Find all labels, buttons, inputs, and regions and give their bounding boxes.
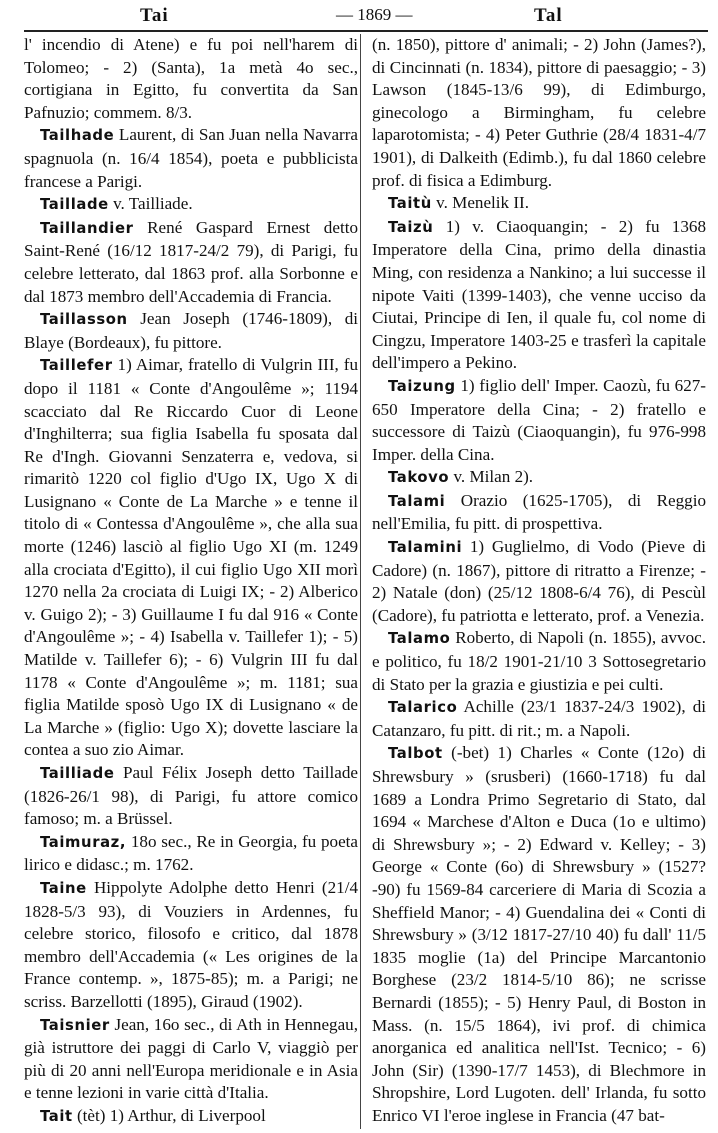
entry-text: Achille (23/1 1837-24/3 1902), di Catanzaro, fu pitt. di rit.; m. a Napoli. [372,697,706,740]
left-column [24,34,358,1129]
entry-text: (n. 1850), pittore d' animali; - 2) John (James?), di Cincinnati (n. 1834), pittore di paesaggio; - 3) Lawson (1845-13/6 99), di Edimburgo, ginecologo a Birmingham, fu celebre laparotomista; - 4) Peter Guthrie (28/4 1831-4/7 1901), di Dalkeith (Edimb.), fu dal 1860 celebre prof. di fisica a Edimburg. [372,35,706,190]
dictionary-entry [372,375,706,466]
dictionary-entry [24,354,358,762]
entry-headword: Taillasson [40,311,128,329]
entry-text: René Gaspard Ernest detto Saint-René (16/12 1817-24/2 79), di Parigi, fu celebre letterato, dal 1863 prof. alla Sorbonne e dal 1873 membro dell'Accademia di Francia. [24,217,358,306]
dictionary-entry [24,762,358,831]
dictionary-entry [24,1105,358,1129]
entry-text: 18o sec., Re in Georgia, fu poeta lirico e didasc.; m. 1762. [24,831,358,875]
entry-headword: Tait [40,1107,73,1125]
entry-text: Paul Félix Joseph detto Taillade (1826-26/1 98), di Parigi, fu attore comico famoso; m. a Brüssel. [24,763,358,829]
entry-text: (-bet) 1) Charles « Conte (12o) di Shrewsbury » (srusberi) (1660-1718) fu dal 1689 a Londra Primo Segretario di Stato, dal 1694 « Marchese d'Alton e Duca (1o e ultimo) di Shrewsbury »; - 2) Edward v. Kelley; - 3) George « Conte (6o) di Shrewsbury » (1527?-90) fu 1569-84 carceriere di Maria di Scozia a Sheffield Manor; - 4) Guendalina dei « Conti di Shrewsbury » (3/12 1817-27/10 40) fu dall' 11/5 1835 moglie (1a) del Principe Marcantonio Borghese (23/2 1814-5/10 86); ne scrisse Bernardi (1855); - 5) Henry Paul, di Boston in Mass. (n. 15/5 1864), ivi prof. di chimica anorganica ed analitica nell'Ist. Tecnico; - 6) John (Sir) (1390-17/7 1453), di Blechmore in Shropshire, Lord Lugoten. dell' Irlanda, fu sotto Enrico VI l'eroe inglese in Francia (47 bat- [372,743,706,1125]
entry-text: 1) v. Ciaoquangin; - 2) fu 1368 Imperatore della Cina, primo della dinastia Ming, con residenza a Nankino; a lui successe il nipote Vaiti (1399-1403), che venne ucciso da Ciutai, Principe di Ien, il quale fu, col nome di Cingzu, Imperatore 1403-25 e trasferì la capitale dell'impero a Pekino. [372,216,706,373]
entry-text: Laurent, di San Juan nella Navarra spagnuola (n. 16/4 1854), poeta e pubblicista francese a Parigi. [24,125,358,191]
dictionary-entry [24,1014,358,1105]
entry-headword: Taizung [388,377,456,395]
entry-headword: Taimuraz, [40,833,127,851]
entry-headword: Tailliade [40,765,115,782]
entry-text: Jean, 16o sec., di Ath in Hennegau, già istruttore dei paggi di Carlo V, viaggiò per più di 20 anni nell'Europa meridionale e in Asia e tenne lezioni in varie città d'Italia. [24,1014,358,1103]
entry-text: 1) figlio dell' Imper. Caozù, fu 627-650 Imperatore della Cina; - 2) fratello e successore di Taizù (Ciaoquangin), fu 976-998 Imper. della Cina. [372,375,706,464]
header-rule [24,30,708,32]
dictionary-entry [24,193,358,217]
dictionary-entry [372,216,706,375]
entry-headword: Talarico [388,699,458,717]
entry-headword: Talami [388,492,446,510]
entry-text: 1) Aimar, fratello di Vulgrin III, fu dopo il 1181 « Conte d'Angoulême »; 1194 scacciato dal Re Riccardo Cuor di Leone d'Inghilterra; sua figlia Isabella fu sposata dal Re d'Ingh. Giovanni Senzaterra e, vedova, si rimaritò 1220 col figlio d'Ugo IX, Ugo X di Lusignano « Conte de La Marche » e tenne il titolo di « Contessa d'Angoulême », che alla sua morte (1246) lasciò al figlio Ugo XI (m. 1249 alla crociata d'Egitto), il cui figlio Ugo XII morì 1270 nella 2a crociata di Luigi IX; - 2) Alberico v. Guigo 2); - 3) Guillaume I fu dal 916 « Conte d'Angoulême »; - 4) Isabella v. Taillefer 1); - 5) Matilde v. Taillefer 6); - 6) Vulgrin III fu dal 1178 « Conte d'Angoulême »; m. 1181; sua figlia Matilde sposò Ugo IX di Lusignano « de La Marche » (figlio: Ugo X); dovette lasciare la contea a suo zio Aimar. [24,355,358,760]
dictionary-entry [372,627,706,696]
entry-headword: Takovo [388,469,450,487]
entry-text: v. Tailliade. [108,194,193,214]
entry-text: 1) Guglielmo, di Vodo (Pieve di Cadore) (n. 1867), pittore di ritratto a Firenze; - 2) Natale (don) (25/12 1808-6/4 76), di Pescùl (Cadore), fu patriotta e letterato, prof. a Venezia. [372,537,706,625]
entry-headword: Taillade [40,196,109,214]
entry-text: Roberto, di Napoli (n. 1855), avvoc. e politico, fu 18/2 1901-21/10 3 Sottosegretario di Stato per la grazia e giustizia e pei culti. [372,628,706,694]
entry-headword: Tailhade [40,127,115,145]
header-right-guideword: Tal [534,5,563,26]
dictionary-entry [24,124,358,193]
entry-text: Orazio (1625-1705), di Reggio nell'Emilia, fu pitt. di prospettiva. [372,490,706,534]
entry-headword: Talbot [388,745,443,763]
dictionary-entry [372,536,706,627]
entry-text: (tèt) 1) Arthur, di Liverpool [72,1105,266,1125]
entry-text: Jean Joseph (1746-1809), di Blaye (Bordeaux), fu pittore. [24,309,358,352]
dictionary-entry [372,466,706,490]
dictionary-entry [372,742,706,1127]
dictionary-entry [372,192,706,216]
entry-headword: Taillefer [40,357,113,375]
entry-text: l' incendio di Atene) e fu poi nell'harem di Tolomeo; - 2) (Santa), 1a metà 4o sec., cortigiana in Egitto, fu convertita da San Pafnuzio; commem. 8/3. [24,35,358,122]
dictionary-entry [24,217,358,308]
entry-headword: Taine [40,879,87,897]
entry-headword: Taizù [388,218,434,236]
entry-headword: Talamini [388,539,463,557]
entry-headword: Taillandier [40,219,134,237]
entry-headword: Taitù [388,195,432,213]
dictionary-entry [24,308,358,354]
dictionary-entry [24,34,358,124]
entry-headword: Taisnier [40,1016,110,1034]
column-divider [360,34,361,1129]
page-header [24,2,708,28]
dictionary-entry [372,696,706,742]
header-page-number: — 1869 — [336,5,413,24]
entry-headword: Talamo [388,630,451,648]
header-left-guideword: Tai [140,5,169,26]
entry-text: Hippolyte Adolphe detto Henri (21/4 1828-5/3 93), di Vouziers in Ardennes, fu celebre storico, filosofo e critico, dal 1878 membro dell'Accademia (« Les origines de la France contemp. », 1875-85); m. a Parigi; ne scriss. Barzellotti (1895), Giraud (1902). [24,877,358,1011]
dictionary-entry [24,877,358,1014]
entry-text: v. Menelik II. [431,193,530,213]
dictionary-entry [372,34,706,192]
right-column [372,34,706,1128]
dictionary-entry [372,490,706,536]
dictionary-entry [24,831,358,877]
entry-text: v. Milan 2). [449,467,534,487]
